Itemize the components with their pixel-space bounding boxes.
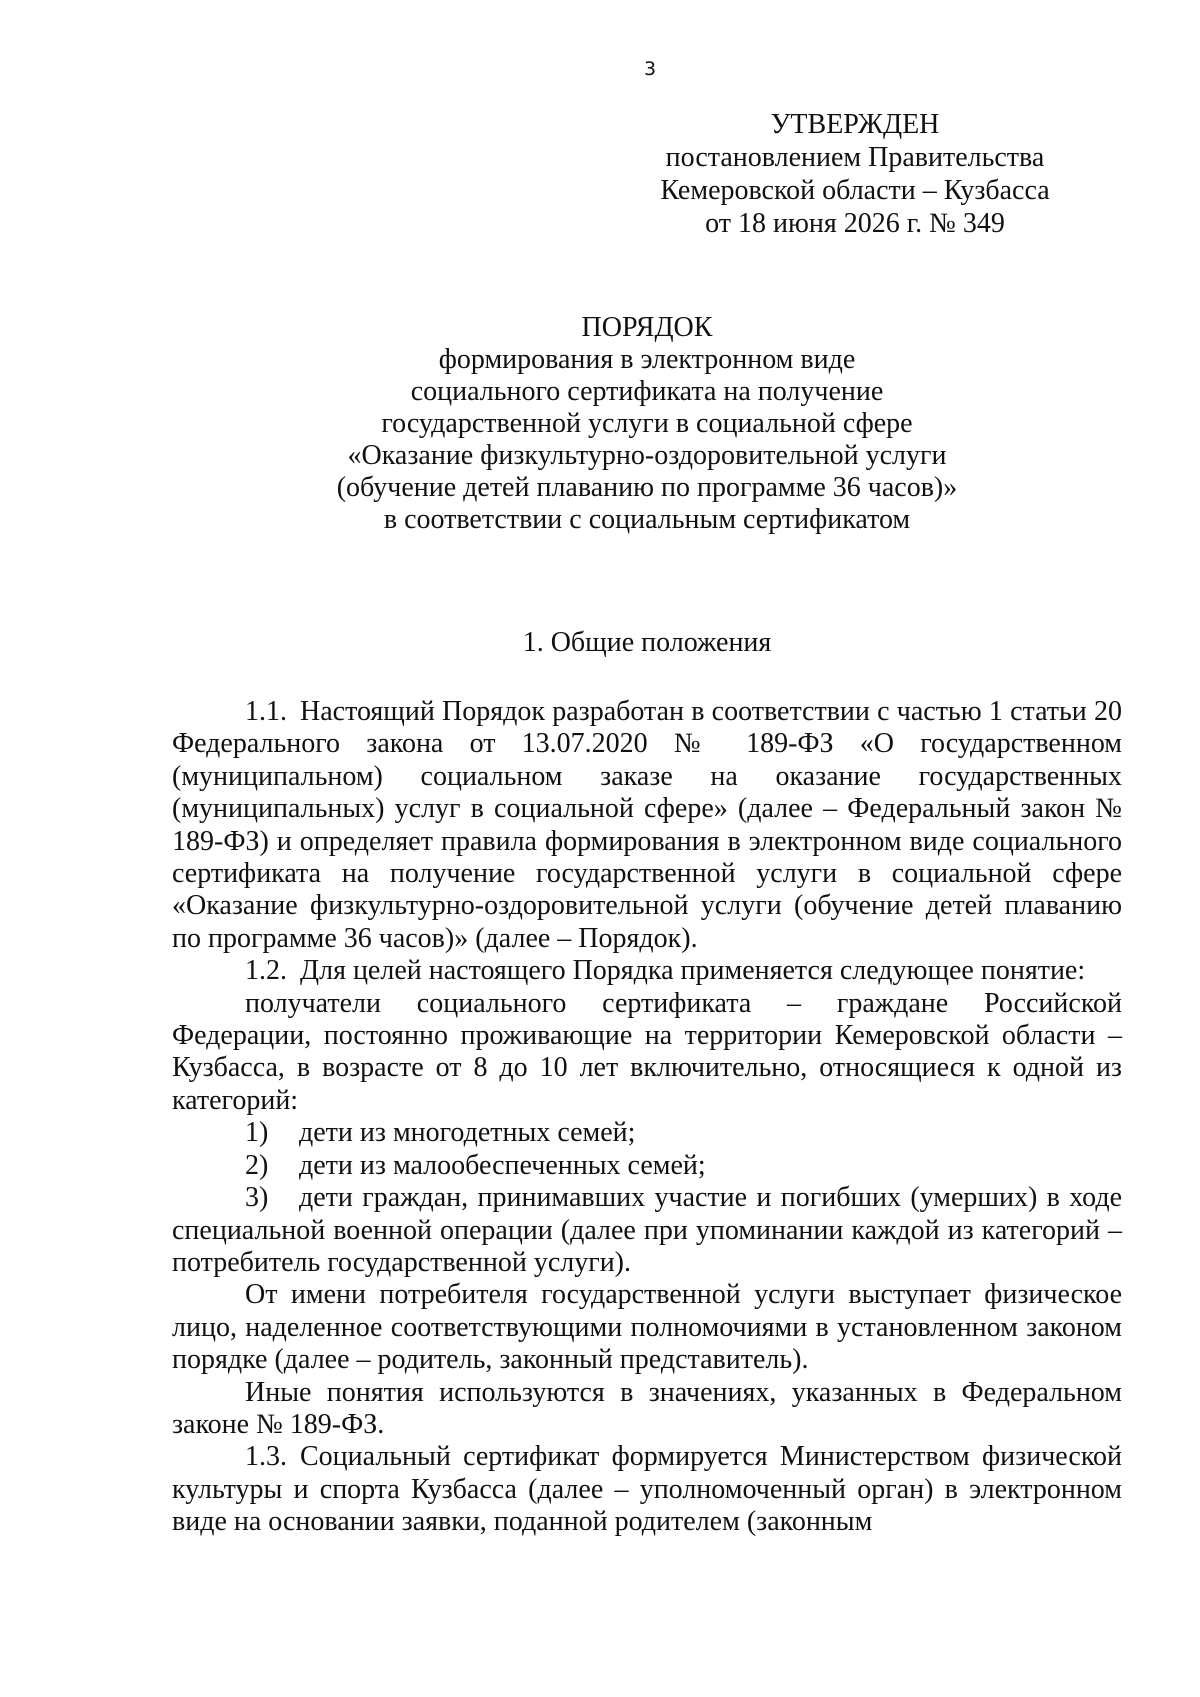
approval-line: Кемеровской области – Кузбасса [660,175,1050,206]
title-line: (обучение детей плаванию по программе 36 часов)» [336,472,958,503]
representative-paragraph: От имени потребителя государственной услуги выступает физическое лицо, наделенное соответствующими полномочиями в установленном законом порядке (далее – родитель, законный представитель). [172,1279,1122,1376]
paragraph-1-3 [172,1441,1122,1538]
approval-line: постановлением Правительства [665,142,1045,173]
title-line: государственной услуги в социальной сфере [381,408,913,439]
list-item [172,1150,1122,1182]
paragraph-text: Настоящий Порядок разработан в соответствии с частью 1 статьи 20 Федерального закона от 13.07.2020 № 189-ФЗ «О государственном (муниципальном) социальном заказе на оказание государственных (муниципальных) услуг в социальной сфере» (далее – Федеральный закон № 189-ФЗ) и определяет правила формирования в электронном виде социального сертификата на получение государственной услуги в социальной сфере «Оказание физкультурно-оздоровительной услуги (обучение детей плаванию по программе 36 часов)» (далее – Порядок). [172,696,1122,954]
title-heading: ПОРЯДОК [581,312,713,343]
paragraph-number: 1.2. [245,955,287,987]
document-title [172,312,1122,536]
list-item [172,1182,1122,1279]
paragraph-number: 1.1. [245,696,287,727]
approval-title: УТВЕРЖДЕН [770,109,940,140]
paragraph-1-2 [172,955,1122,987]
list-text: дети граждан, принимавших участие и погибших (умерших) в ходе специальной военной операции (далее при упоминании каждой из категорий – потребитель государственной услуги). [172,1182,1122,1278]
title-line: в соответствии с социальным сертификатом [383,504,911,535]
approval-date: от 18 июня 2026 г. № 349 [705,208,1005,239]
document-body [172,696,1122,1539]
list-number: 2) [245,1149,269,1181]
approval-stamp [620,108,1090,240]
other-terms-paragraph: Иные понятия используются в значениях, указанных в Федеральном законе № 189-ФЗ. [172,1376,1122,1440]
list-number: 3) [245,1182,269,1214]
page-number: 3 [643,58,657,80]
title-line: формирования в электронном виде [438,344,856,375]
list-number: 1) [245,1117,269,1149]
paragraph-number: 1.3. [245,1441,287,1473]
list-text: дети из многодетных семей; [299,1117,636,1149]
title-line: социального сертификата на получение [410,376,884,407]
title-line: «Оказание физкультурно-оздоровительной услуги [347,440,947,471]
section-heading: 1. Общие положения [522,627,772,658]
list-text: дети из малообеспеченных семей; [299,1149,706,1181]
paragraph-1-1 [172,696,1122,955]
list-item [172,1117,1122,1149]
paragraph-text: Для целей настоящего Порядка применяется следующее понятие: [300,955,1086,987]
definition-paragraph: получатели социального сертификата – граждане Российской Федерации, постоянно проживающие на территории Кемеровской области – Кузбасса, в возрасте от 8 до 10 лет включительно, относящиеся к одной из категорий: [172,987,1122,1116]
paragraph-text: Социальный сертификат формируется Министерством физической культуры и спорта Кузбасса (далее – уполномоченный орган) в электронном виде на основании заявки, поданной родителем (законным [172,1441,1122,1538]
